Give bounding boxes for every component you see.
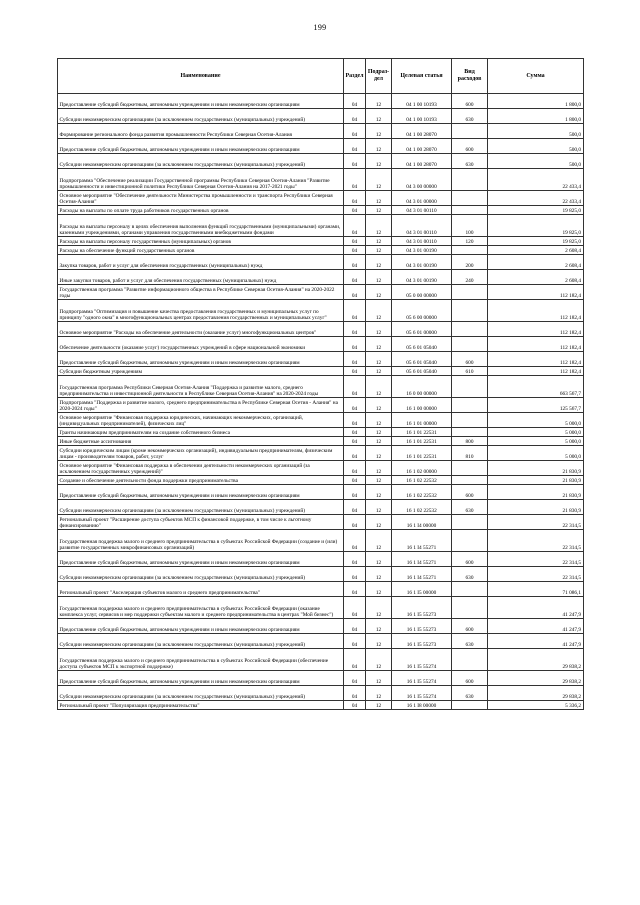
header-subsection: Подраз-дел (366, 59, 392, 94)
table-row (58, 246, 584, 255)
row-expense-type (452, 701, 488, 710)
row-name: Государственная поддержка малого и среднего предпринимательства в субъектах Российской Федерации (оказание комплекса услуг, сервисов и мер поддержки субъектам малого и среднего предпринимательства в центрах "Мой бизнес") (58, 597, 344, 619)
row-section: 04 (344, 461, 366, 476)
table-row (58, 530, 584, 552)
row-expense-type (452, 191, 488, 206)
row-subsection: 12 (366, 352, 392, 367)
row-name: Иные закупки товаров, работ и услуг для обеспечения государственных (муниципальных) нужд (58, 270, 344, 285)
row-name: Закупка товаров, работ и услуг для обеспечения государственных (муниципальных) нужд (58, 255, 344, 270)
table-row (58, 485, 584, 500)
row-subsection: 12 (366, 686, 392, 701)
row-name: Формирование регионального фонда развития промышленности Республики Северная Осетия-Алания (58, 124, 344, 139)
row-name: Создание и обеспечение деятельности фонда поддержки предпринимательства (58, 476, 344, 485)
row-expense-type: 630 (452, 567, 488, 582)
row-name: Расходы на выплаты персоналу в целях обеспечения выполнения функций государственными (муниципальными) органами, казенными учреждениями, органами управления государственными внебюджетными фондами (58, 215, 344, 237)
row-expense-type (452, 300, 488, 322)
row-section: 04 (344, 552, 366, 567)
row-expense-type (452, 398, 488, 413)
row-amount: 2 608,4 (488, 255, 584, 270)
row-name: Предоставление субсидий бюджетным, автономным учреждениям и иным некоммерческим организациям (58, 671, 344, 686)
row-target: 16 1 00 00000 (392, 398, 452, 413)
row-name: Предоставление субсидий бюджетным, автономным учреждениям и иным некоммерческим организациям (58, 352, 344, 367)
row-target: 05 6 01 05040 (392, 367, 452, 376)
row-name: Расходы на выплаты по оплате труда работников государственных органов (58, 206, 344, 215)
row-target: 16 1 02 22532 (392, 500, 452, 515)
table-row (58, 428, 584, 437)
row-subsection: 12 (366, 246, 392, 255)
row-target: 04 3 01 00190 (392, 255, 452, 270)
row-amount: 21 830,9 (488, 485, 584, 500)
table-row (58, 285, 584, 300)
row-expense-type (452, 413, 488, 428)
row-subsection: 12 (366, 215, 392, 237)
row-expense-type: 630 (452, 634, 488, 649)
table-row (58, 206, 584, 215)
row-name: Региональный проект "Популяризация предпринимательства" (58, 701, 344, 710)
row-target: 16 1 I5 55273 (392, 634, 452, 649)
row-section: 04 (344, 352, 366, 367)
row-target: 16 1 I4 55271 (392, 567, 452, 582)
row-name: Расходы на выплаты персоналу государственных (муниципальных) органов (58, 237, 344, 246)
row-amount: 22 314,5 (488, 567, 584, 582)
table-row (58, 634, 584, 649)
row-expense-type (452, 285, 488, 300)
row-section: 04 (344, 597, 366, 619)
row-expense-type (452, 337, 488, 352)
row-expense-type: 200 (452, 255, 488, 270)
table-row (58, 154, 584, 169)
row-section: 04 (344, 109, 366, 124)
row-target: 16 1 I5 00000 (392, 582, 452, 597)
row-target: 05 0 00 00000 (392, 285, 452, 300)
row-subsection: 12 (366, 567, 392, 582)
row-amount: 22 433,4 (488, 191, 584, 206)
row-amount: 19 825,0 (488, 237, 584, 246)
row-name: Гранты начинающим предпринимателям на создание собственного бизнеса (58, 428, 344, 437)
header-expense-type: Вид расходов (452, 59, 488, 94)
table-row (58, 337, 584, 352)
row-name: Подпрограмма "Оптимизация и повышение качества предоставления государственных и муниципальных услуг по принципу "одного окна" в многофункциональных центрах предоставления государственных и муниципальных услуг" (58, 300, 344, 322)
table-body (58, 94, 584, 710)
row-section: 04 (344, 270, 366, 285)
row-amount: 2 608,4 (488, 246, 584, 255)
row-section: 04 (344, 476, 366, 485)
row-amount: 5 000,0 (488, 428, 584, 437)
row-section: 04 (344, 500, 366, 515)
row-amount: 112 182,4 (488, 285, 584, 300)
row-target: 16 1 01 22531 (392, 437, 452, 446)
row-expense-type: 810 (452, 446, 488, 461)
row-subsection: 12 (366, 552, 392, 567)
row-name: Государственная поддержка малого и среднего предпринимательства в субъектах Российской Федерации (обеспечение доступа субъектов МСП к экспортной поддержке) (58, 649, 344, 671)
row-amount: 125 567,7 (488, 398, 584, 413)
table-row (58, 597, 584, 619)
table-row (58, 437, 584, 446)
row-target: 16 1 01 00000 (392, 413, 452, 428)
row-amount: 22 433,4 (488, 169, 584, 191)
row-amount: 112 182,4 (488, 367, 584, 376)
row-subsection: 12 (366, 582, 392, 597)
row-expense-type: 100 (452, 215, 488, 237)
row-expense-type: 600 (452, 619, 488, 634)
row-subsection: 12 (366, 124, 392, 139)
row-section: 04 (344, 124, 366, 139)
row-target: 16 1 I5 55273 (392, 619, 452, 634)
row-name: Государственная поддержка малого и среднего предпринимательства в субъектах Российской Федерации (создание и (или) развитие государственных микрофинансовых организаций) (58, 530, 344, 552)
row-name: Основное мероприятие "Расходы на обеспечение деятельности (оказание услуг) многофункциональных центров" (58, 322, 344, 337)
table-row (58, 139, 584, 154)
row-expense-type (452, 461, 488, 476)
row-target: 16 1 02 22532 (392, 476, 452, 485)
row-target: 04 1 00 28070 (392, 124, 452, 139)
row-subsection: 12 (366, 461, 392, 476)
row-target: 04 1 00 28070 (392, 154, 452, 169)
row-expense-type (452, 530, 488, 552)
row-expense-type: 600 (452, 94, 488, 109)
table-row (58, 413, 584, 428)
table-row (58, 701, 584, 710)
row-amount: 500,0 (488, 154, 584, 169)
row-section: 04 (344, 255, 366, 270)
table-row (58, 500, 584, 515)
row-target: 16 1 02 00000 (392, 461, 452, 476)
row-subsection: 12 (366, 154, 392, 169)
row-amount: 112 182,4 (488, 322, 584, 337)
row-target: 16 0 00 00000 (392, 376, 452, 398)
row-section: 04 (344, 94, 366, 109)
row-name: Основное мероприятие "Финансовая поддержка в обеспечении деятельности некоммерческих организаций (за исключением государственных учреждений)" (58, 461, 344, 476)
row-section: 04 (344, 337, 366, 352)
row-amount: 1 800,0 (488, 109, 584, 124)
table-row (58, 109, 584, 124)
row-target: 04 3 01 00110 (392, 215, 452, 237)
row-target: 04 3 01 00000 (392, 191, 452, 206)
row-subsection: 12 (366, 300, 392, 322)
row-subsection: 12 (366, 701, 392, 710)
page-number: 199 (313, 23, 327, 32)
row-amount: 1 800,0 (488, 94, 584, 109)
row-subsection: 12 (366, 515, 392, 530)
row-expense-type: 240 (452, 270, 488, 285)
table-row (58, 237, 584, 246)
row-expense-type (452, 169, 488, 191)
row-name: Субсидии бюджетным учреждениям (58, 367, 344, 376)
row-subsection: 12 (366, 476, 392, 485)
row-section: 04 (344, 413, 366, 428)
row-section: 04 (344, 285, 366, 300)
row-section: 04 (344, 582, 366, 597)
row-expense-type: 630 (452, 686, 488, 701)
row-amount: 2 608,4 (488, 270, 584, 285)
row-section: 04 (344, 485, 366, 500)
row-amount: 500,0 (488, 139, 584, 154)
row-target: 16 1 I5 55274 (392, 671, 452, 686)
row-section: 04 (344, 215, 366, 237)
row-section: 04 (344, 567, 366, 582)
row-name: Субсидии некоммерческим организациям (за исключением государственных (муниципальных) учреждений) (58, 500, 344, 515)
row-subsection: 12 (366, 169, 392, 191)
row-target: 16 1 02 22532 (392, 485, 452, 500)
row-name: Предоставление субсидий бюджетным, автономным учреждениям и иным некоммерческим организациям (58, 619, 344, 634)
table-row (58, 191, 584, 206)
table-row (58, 270, 584, 285)
row-expense-type (452, 376, 488, 398)
row-target: 04 1 00 10193 (392, 109, 452, 124)
row-expense-type (452, 597, 488, 619)
row-name: Субсидии юридическим лицам (кроме некоммерческих организаций), индивидуальным предпринимателям, физическим лицам - производителям товаров, работ, услуг (58, 446, 344, 461)
row-amount: 19 825,0 (488, 215, 584, 237)
row-subsection: 12 (366, 446, 392, 461)
row-subsection: 12 (366, 649, 392, 671)
row-amount: 22 314,5 (488, 515, 584, 530)
row-section: 04 (344, 686, 366, 701)
row-section: 04 (344, 322, 366, 337)
row-name: Государственная программа "Развитие информационного общества в Республике Северная Осетия-Алания" на 2020-2022 годы (58, 285, 344, 300)
row-expense-type: 800 (452, 437, 488, 446)
table-row (58, 398, 584, 413)
row-target: 16 1 I5 55274 (392, 649, 452, 671)
row-target: 16 1 01 22531 (392, 446, 452, 461)
row-subsection: 12 (366, 597, 392, 619)
row-amount: 112 182,4 (488, 300, 584, 322)
table-row (58, 352, 584, 367)
row-section: 04 (344, 428, 366, 437)
row-expense-type (452, 206, 488, 215)
row-target: 05 6 01 00000 (392, 322, 452, 337)
table-row (58, 461, 584, 476)
row-name: Государственная программа Республики Северная Осетия-Алания "Поддержка и развитие малого, среднего предпринимательства и инвестиционной деятельности в Республике Северная Осетия-Алания" на 2020-2024 годы (58, 376, 344, 398)
row-amount: 5 336,2 (488, 701, 584, 710)
row-subsection: 12 (366, 398, 392, 413)
table-row (58, 376, 584, 398)
row-section: 04 (344, 246, 366, 255)
row-expense-type: 630 (452, 154, 488, 169)
row-name: Региональный проект "Расширение доступа субъектов МСП к финансовой поддержке, в том числе к льготному финансированию" (58, 515, 344, 530)
table-row (58, 649, 584, 671)
row-amount: 5 000,0 (488, 413, 584, 428)
header-amount: Сумма (488, 59, 584, 94)
header-section: Раздел (344, 59, 366, 94)
row-expense-type: 610 (452, 367, 488, 376)
row-target: 05 6 01 05040 (392, 337, 452, 352)
table-row (58, 515, 584, 530)
row-expense-type: 600 (452, 671, 488, 686)
row-amount: 5 000,0 (488, 437, 584, 446)
row-amount: 29 838,2 (488, 686, 584, 701)
row-target: 16 1 I4 55271 (392, 552, 452, 567)
row-name: Субсидии некоммерческим организациям (за исключением государственных (муниципальных) учреждений) (58, 109, 344, 124)
row-target: 16 1 I4 00000 (392, 515, 452, 530)
row-target: 04 3 00 00000 (392, 169, 452, 191)
row-target: 04 1 00 28070 (392, 139, 452, 154)
header-name: Наименование (58, 59, 344, 94)
row-expense-type (452, 476, 488, 485)
row-name: Основное мероприятие "Финансовая поддержка юридических, начинающих некоммерческих, организаций, (индивидуальных предпринимателей), физических лиц" (58, 413, 344, 428)
row-subsection: 12 (366, 634, 392, 649)
row-amount: 41 247,9 (488, 597, 584, 619)
row-expense-type (452, 246, 488, 255)
row-target: 16 1 I5 55274 (392, 686, 452, 701)
row-name: Субсидии некоммерческим организациям (за исключением государственных (муниципальных) учреждений) (58, 686, 344, 701)
row-subsection: 12 (366, 191, 392, 206)
row-section: 04 (344, 446, 366, 461)
header-target: Целевая статья (392, 59, 452, 94)
row-subsection: 12 (366, 139, 392, 154)
row-subsection: 12 (366, 500, 392, 515)
table-row (58, 582, 584, 597)
row-name: Предоставление субсидий бюджетным, автономным учреждениям и иным некоммерческим организациям (58, 139, 344, 154)
row-target: 04 3 01 00190 (392, 246, 452, 255)
row-expense-type (452, 124, 488, 139)
row-expense-type (452, 322, 488, 337)
row-section: 04 (344, 139, 366, 154)
row-name: Подпрограмма "Обеспечение реализации Государственной программы Республики Северная Осетия-Алания "Развитие промышленности и инвестиционной политики Республики Северная Осетия-Алания на 2017-2021 годы" (58, 169, 344, 191)
row-section: 04 (344, 619, 366, 634)
row-section: 04 (344, 515, 366, 530)
row-expense-type (452, 428, 488, 437)
table-row (58, 671, 584, 686)
row-name: Иные бюджетные ассигнования (58, 437, 344, 446)
row-amount: 41 247,9 (488, 634, 584, 649)
row-target: 04 3 01 00110 (392, 237, 452, 246)
table-row (58, 619, 584, 634)
table-row (58, 446, 584, 461)
table-row (58, 322, 584, 337)
row-name: Предоставление субсидий бюджетным, автономным учреждениям и иным некоммерческим организациям (58, 552, 344, 567)
row-amount: 22 314,5 (488, 530, 584, 552)
row-target: 05 6 01 05040 (392, 352, 452, 367)
row-subsection: 12 (366, 367, 392, 376)
row-subsection: 12 (366, 428, 392, 437)
row-subsection: 12 (366, 671, 392, 686)
budget-table (57, 58, 584, 710)
row-subsection: 12 (366, 322, 392, 337)
table-row (58, 686, 584, 701)
table-row (58, 124, 584, 139)
row-expense-type: 630 (452, 109, 488, 124)
row-expense-type: 600 (452, 352, 488, 367)
row-name: Региональный проект "Акселерация субъектов малого и среднего предпринимательства" (58, 582, 344, 597)
row-section: 04 (344, 701, 366, 710)
table-row (58, 367, 584, 376)
row-expense-type: 600 (452, 139, 488, 154)
row-subsection: 12 (366, 206, 392, 215)
row-amount: 21 830,9 (488, 461, 584, 476)
row-amount: 500,0 (488, 124, 584, 139)
row-section: 04 (344, 154, 366, 169)
table-row (58, 476, 584, 485)
row-subsection: 12 (366, 109, 392, 124)
row-section: 04 (344, 237, 366, 246)
table-row (58, 94, 584, 109)
row-amount: 21 830,9 (488, 476, 584, 485)
row-target: 05 6 00 00000 (392, 300, 452, 322)
table-header-row (58, 59, 584, 94)
row-section: 04 (344, 191, 366, 206)
table-row (58, 215, 584, 237)
row-amount: 29 838,2 (488, 671, 584, 686)
row-section: 04 (344, 376, 366, 398)
row-subsection: 12 (366, 337, 392, 352)
row-name: Основное мероприятие "Обеспечение деятельности Министерства промышленности и транспорта Республики Северная Осетия-Алания" (58, 191, 344, 206)
row-amount: 21 830,9 (488, 500, 584, 515)
row-subsection: 12 (366, 485, 392, 500)
row-target: 16 1 I8 00000 (392, 701, 452, 710)
row-target: 16 1 I5 55273 (392, 597, 452, 619)
row-subsection: 12 (366, 270, 392, 285)
row-section: 04 (344, 437, 366, 446)
row-name: Подпрограмма "Поддержка и развитие малого, среднего предпринимательства в Республике Северная Осетия - Алания" на 2020-2024 годы" (58, 398, 344, 413)
row-section: 04 (344, 169, 366, 191)
row-subsection: 12 (366, 237, 392, 246)
table-row (58, 255, 584, 270)
row-expense-type: 630 (452, 500, 488, 515)
row-name: Субсидии некоммерческим организациям (за исключением государственных (муниципальных) учреждений) (58, 154, 344, 169)
row-section: 04 (344, 206, 366, 215)
row-expense-type (452, 582, 488, 597)
row-section: 04 (344, 300, 366, 322)
row-expense-type (452, 649, 488, 671)
row-name: Предоставление субсидий бюджетным, автономным учреждениям и иным некоммерческим организациям (58, 94, 344, 109)
row-expense-type: 600 (452, 485, 488, 500)
row-section: 04 (344, 367, 366, 376)
row-target: 04 1 00 10193 (392, 94, 452, 109)
row-subsection: 12 (366, 437, 392, 446)
row-subsection: 12 (366, 619, 392, 634)
row-expense-type (452, 515, 488, 530)
row-expense-type: 600 (452, 552, 488, 567)
row-name: Субсидии некоммерческим организациям (за исключением государственных (муниципальных) учреждений) (58, 634, 344, 649)
row-amount: 112 182,4 (488, 352, 584, 367)
table-row (58, 169, 584, 191)
row-subsection: 12 (366, 285, 392, 300)
row-amount: 22 314,5 (488, 552, 584, 567)
row-section: 04 (344, 398, 366, 413)
row-section: 04 (344, 530, 366, 552)
row-amount: 112 182,4 (488, 337, 584, 352)
row-subsection: 12 (366, 94, 392, 109)
row-subsection: 12 (366, 413, 392, 428)
row-name: Предоставление субсидий бюджетным, автономным учреждениям и иным некоммерческим организациям (58, 485, 344, 500)
row-subsection: 12 (366, 255, 392, 270)
row-amount: 71 086,1 (488, 582, 584, 597)
table-row (58, 567, 584, 582)
row-amount: 41 247,9 (488, 619, 584, 634)
row-amount: 663 567,7 (488, 376, 584, 398)
row-amount: 29 838,2 (488, 649, 584, 671)
row-section: 04 (344, 634, 366, 649)
row-name: Субсидии некоммерческим организациям (за исключением государственных (муниципальных) учреждений) (58, 567, 344, 582)
row-target: 04 3 01 00110 (392, 206, 452, 215)
row-expense-type: 120 (452, 237, 488, 246)
row-amount: 19 825,0 (488, 206, 584, 215)
row-name: Обеспечение деятельности (оказание услуг) государственных учреждений в сфере национальной экономики (58, 337, 344, 352)
row-amount: 5 000,0 (488, 446, 584, 461)
row-target: 04 3 01 00190 (392, 270, 452, 285)
row-name: Расходы на обеспечение функций государственных органов (58, 246, 344, 255)
row-section: 04 (344, 649, 366, 671)
table-row (58, 552, 584, 567)
row-target: 16 1 I4 55271 (392, 530, 452, 552)
table-row (58, 300, 584, 322)
row-subsection: 12 (366, 376, 392, 398)
row-target: 16 1 01 22531 (392, 428, 452, 437)
row-subsection: 12 (366, 530, 392, 552)
row-section: 04 (344, 671, 366, 686)
